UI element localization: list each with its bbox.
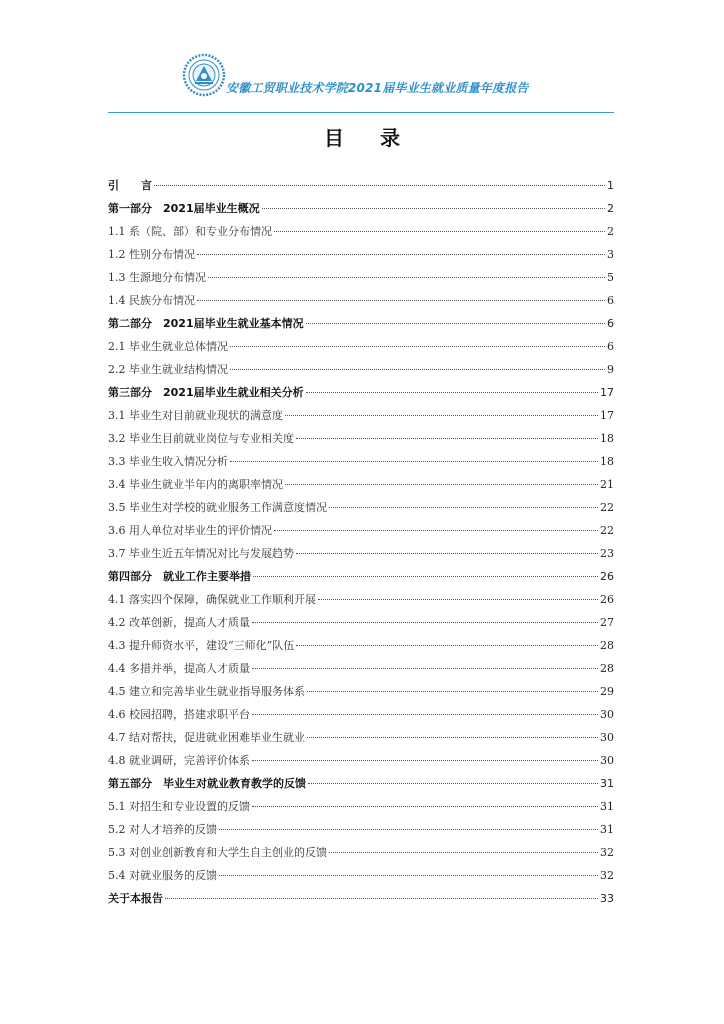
toc-entry-title: 5.3 对创业创新教育和大学生自主创业的反馈 [108, 846, 327, 859]
toc-entry-title: 3.6 用人单位对毕业生的评价情况 [108, 524, 272, 537]
toc-page-number: 31 [600, 823, 614, 836]
toc-dot-leader [154, 172, 605, 186]
toc-entry-title: 第一部分 2021届毕业生概况 [108, 202, 260, 215]
toc-entry-title: 1.1 系（院、部）和专业分布情况 [108, 225, 272, 238]
toc-page-number: 29 [600, 685, 614, 698]
toc-section-entry[interactable] [108, 795, 614, 818]
toc-dot-leader [197, 287, 605, 301]
toc-dot-leader [252, 655, 598, 669]
toc-page-number: 2 [607, 225, 614, 238]
toc-entry-title: 4.3 提升师资水平，建设“三师化”队伍 [108, 639, 295, 652]
toc-dot-leader [252, 793, 598, 807]
toc-entry-title: 4.7 结对帮扶，促进就业困难毕业生就业 [108, 731, 305, 744]
toc-dot-leader [230, 448, 598, 462]
toc-dot-leader [252, 609, 598, 623]
toc-part-entry[interactable] [108, 887, 614, 910]
toc-page-number: 26 [600, 570, 614, 583]
toc-dot-leader [274, 218, 605, 232]
toc-entry-title: 1.2 性别分布情况 [108, 248, 195, 261]
toc-section-entry[interactable] [108, 404, 614, 427]
toc-dot-leader [308, 770, 598, 784]
toc-entry-title: 3.7 毕业生近五年情况对比与发展趋势 [108, 547, 294, 560]
toc-section-entry[interactable] [108, 749, 614, 772]
toc-page-number: 18 [600, 455, 614, 468]
toc-page-number: 21 [600, 478, 614, 491]
toc-section-entry[interactable] [108, 473, 614, 496]
toc-entry-title: 1.4 民族分布情况 [108, 294, 195, 307]
toc-entry-title: 第三部分 2021届毕业生就业相关分析 [108, 386, 304, 399]
report-header-title: 安徽工贸职业技术学院2021届毕业生就业质量年度报告 [226, 81, 529, 95]
toc-section-entry[interactable] [108, 358, 614, 381]
toc-section-entry[interactable] [108, 818, 614, 841]
toc-dot-leader [208, 264, 605, 278]
toc-dot-leader [329, 839, 598, 853]
toc-page-number: 6 [607, 317, 614, 330]
toc-section-entry[interactable] [108, 542, 614, 565]
toc-entry-title: 3.3 毕业生收入情况分析 [108, 455, 228, 468]
toc-page-number: 26 [600, 593, 614, 606]
toc-entry-title: 5.4 对就业服务的反馈 [108, 869, 217, 882]
toc-entry-title: 关于本报告 [108, 892, 163, 905]
toc-section-entry[interactable] [108, 289, 614, 312]
toc-page-number: 17 [600, 386, 614, 399]
toc-dot-leader [285, 402, 598, 416]
toc-dot-leader [252, 701, 598, 715]
toc-dot-leader [285, 471, 598, 485]
toc-page-number: 32 [600, 846, 614, 859]
toc-part-entry[interactable] [108, 565, 614, 588]
toc-section-entry[interactable] [108, 703, 614, 726]
toc-page-number: 6 [607, 340, 614, 353]
toc-section-entry[interactable] [108, 864, 614, 887]
toc-dot-leader [329, 494, 598, 508]
toc-part-entry[interactable] [108, 312, 614, 335]
toc-entry-title: 第二部分 2021届毕业生就业基本情况 [108, 317, 304, 330]
toc-section-entry[interactable] [108, 266, 614, 289]
toc-entry-title: 第四部分 就业工作主要举措 [108, 570, 251, 583]
toc-page-number: 3 [607, 248, 614, 261]
toc-page-number: 30 [600, 731, 614, 744]
toc-dot-leader [219, 816, 598, 830]
toc-dot-leader [262, 195, 605, 209]
toc-page-number: 32 [600, 869, 614, 882]
toc-section-entry[interactable] [108, 243, 614, 266]
table-of-contents [108, 174, 614, 910]
toc-entry-title: 5.1 对招生和专业设置的反馈 [108, 800, 250, 813]
toc-dot-leader [296, 632, 598, 646]
toc-page-number: 22 [600, 524, 614, 537]
toc-page-number: 23 [600, 547, 614, 560]
toc-page-number: 28 [600, 639, 614, 652]
toc-entry-title: 3.2 毕业生目前就业岗位与专业相关度 [108, 432, 294, 445]
toc-dot-leader [274, 517, 598, 531]
toc-dot-leader [197, 241, 605, 255]
toc-dot-leader [230, 333, 605, 347]
toc-page-number: 33 [600, 892, 614, 905]
toc-entry-title: 4.6 校园招聘，搭建求职平台 [108, 708, 250, 721]
toc-part-entry[interactable] [108, 197, 614, 220]
page-title: 目录 [324, 126, 436, 150]
toc-page-number: 5 [607, 271, 614, 284]
toc-page-number: 9 [607, 363, 614, 376]
toc-page-number: 31 [600, 800, 614, 813]
toc-section-entry[interactable] [108, 519, 614, 542]
toc-entry-title: 第五部分 毕业生对就业教育教学的反馈 [108, 777, 306, 790]
toc-dot-leader [307, 724, 598, 738]
toc-dot-leader [306, 310, 605, 324]
toc-page-number: 2 [607, 202, 614, 215]
toc-section-entry[interactable] [108, 450, 614, 473]
toc-entry-title: 引 言 [108, 179, 152, 192]
toc-section-entry[interactable] [108, 335, 614, 358]
toc-page-number: 28 [600, 662, 614, 675]
toc-dot-leader [165, 885, 598, 899]
toc-dot-leader [219, 862, 598, 876]
toc-entry-title: 4.1 落实四个保障，确保就业工作顺利开展 [108, 593, 316, 606]
header-divider [108, 112, 614, 113]
toc-dot-leader [296, 425, 598, 439]
toc-page-number: 30 [600, 754, 614, 767]
toc-dot-leader [230, 356, 605, 370]
toc-section-entry[interactable] [108, 841, 614, 864]
toc-section-entry[interactable] [108, 657, 614, 680]
toc-entry-title: 4.5 建立和完善毕业生就业指导服务体系 [108, 685, 305, 698]
toc-section-entry[interactable] [108, 588, 614, 611]
toc-section-entry[interactable] [108, 496, 614, 519]
toc-section-entry[interactable] [108, 220, 614, 243]
toc-dot-leader [252, 747, 598, 761]
toc-entry-title: 4.8 就业调研，完善评价体系 [108, 754, 250, 767]
toc-entry-title: 2.2 毕业生就业结构情况 [108, 363, 228, 376]
toc-entry-title: 3.5 毕业生对学校的就业服务工作满意度情况 [108, 501, 327, 514]
toc-entry-title: 4.4 多措并举，提高人才质量 [108, 662, 250, 675]
toc-page-number: 1 [607, 179, 614, 192]
toc-page-number: 17 [600, 409, 614, 422]
toc-dot-leader [307, 678, 598, 692]
toc-page-number: 18 [600, 432, 614, 445]
toc-dot-leader [296, 540, 598, 554]
toc-entry-title: 1.3 生源地分布情况 [108, 271, 206, 284]
toc-section-entry[interactable] [108, 634, 614, 657]
toc-page-number: 31 [600, 777, 614, 790]
toc-section-entry[interactable] [108, 611, 614, 634]
toc-part-entry[interactable] [108, 174, 614, 197]
toc-part-entry[interactable] [108, 381, 614, 404]
toc-section-entry[interactable] [108, 726, 614, 749]
toc-page-number: 22 [600, 501, 614, 514]
toc-dot-leader [253, 563, 598, 577]
toc-entry-title: 5.2 对人才培养的反馈 [108, 823, 217, 836]
toc-dot-leader [306, 379, 598, 393]
toc-dot-leader [318, 586, 598, 600]
toc-page-number: 27 [600, 616, 614, 629]
toc-entry-title: 3.1 毕业生对目前就业现状的满意度 [108, 409, 283, 422]
toc-section-entry[interactable] [108, 680, 614, 703]
page-header [108, 52, 614, 114]
college-emblem-icon [181, 53, 227, 97]
toc-page-number: 6 [607, 294, 614, 307]
toc-section-entry[interactable] [108, 427, 614, 450]
toc-entry-title: 3.4 毕业生就业半年内的离职率情况 [108, 478, 283, 491]
toc-page-number: 30 [600, 708, 614, 721]
toc-entry-title: 4.2 改革创新，提高人才质量 [108, 616, 250, 629]
toc-part-entry[interactable] [108, 772, 614, 795]
toc-entry-title: 2.1 毕业生就业总体情况 [108, 340, 228, 353]
